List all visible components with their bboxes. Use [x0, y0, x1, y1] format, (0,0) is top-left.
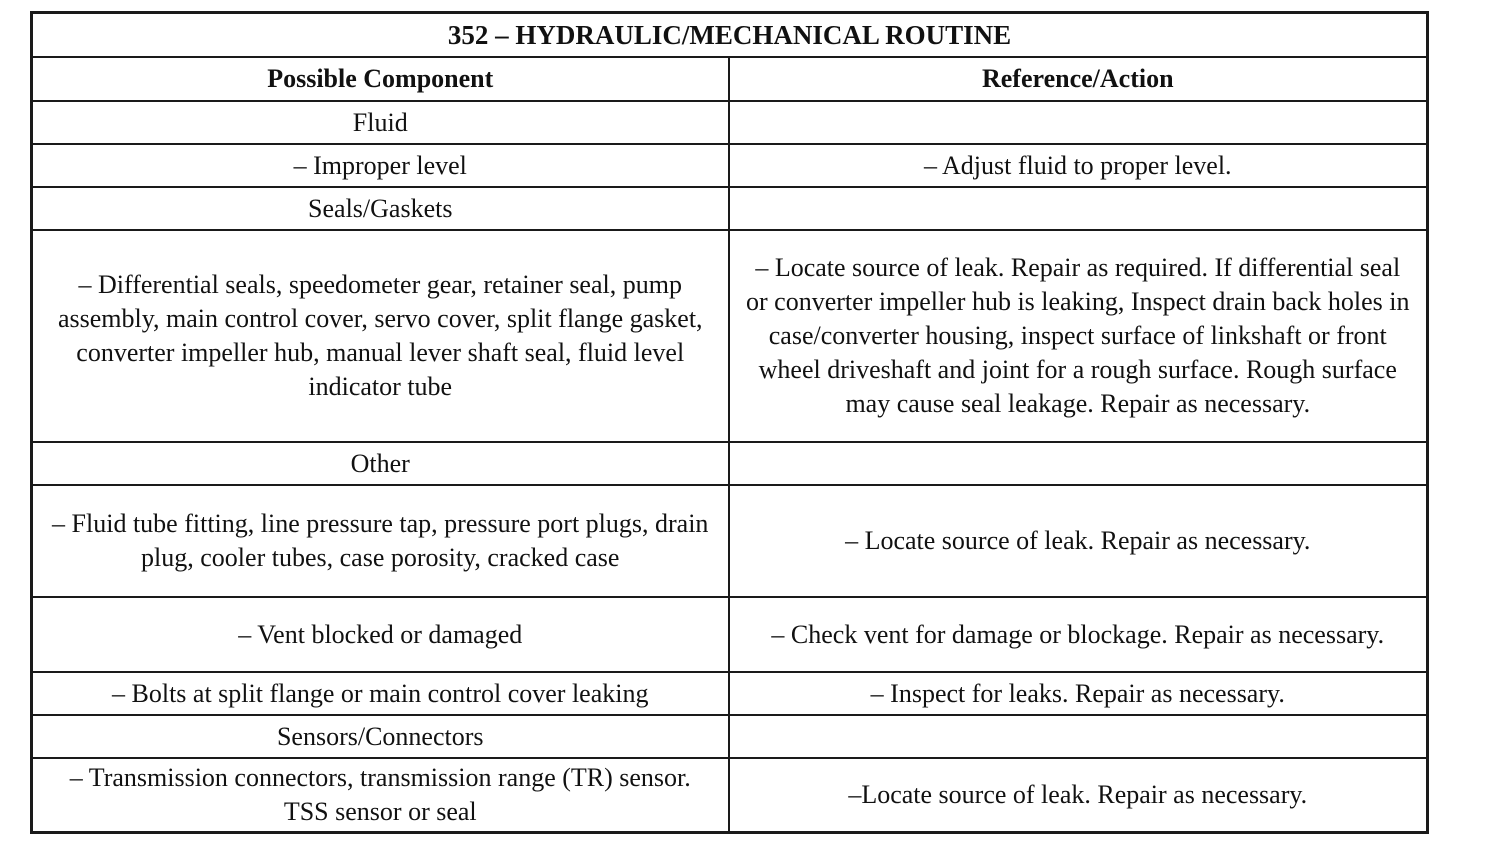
component-cell: Sensors/Connectors: [32, 715, 729, 758]
action-cell: – Inspect for leaks. Repair as necessary.: [729, 672, 1428, 715]
action-cell: – Locate source of leak. Repair as required. If differential seal or converter impeller hub is leaking, Inspect drain back holes in case/converter housing, inspect surface of linkshaft or front wheel driveshaft and joint for a rough surface. Rough surface may cause seal leakage. Repair as necessary.: [729, 230, 1428, 442]
component-cell: – Transmission connectors, transmission range (TR) sensor. TSS sensor or seal: [32, 758, 729, 833]
action-cell: – Locate source of leak. Repair as necessary.: [729, 485, 1428, 597]
table-row: [32, 230, 1428, 442]
table-title: 352 – HYDRAULIC/MECHANICAL ROUTINE: [32, 13, 1428, 58]
column-header-action: Reference/Action: [729, 57, 1428, 101]
action-cell: – Check vent for damage or blockage. Repair as necessary.: [729, 597, 1428, 672]
column-header-component: Possible Component: [32, 57, 729, 101]
hydraulic-mechanical-routine-table: [30, 11, 1429, 834]
component-cell: – Differential seals, speedometer gear, retainer seal, pump assembly, main control cover, servo cover, split flange gasket, converter impeller hub, manual lever shaft seal, fluid level indicator tube: [32, 230, 729, 442]
action-cell: [729, 187, 1428, 230]
table-row: [32, 485, 1428, 597]
component-cell: – Improper level: [32, 144, 729, 187]
action-cell: –Locate source of leak. Repair as necessary.: [729, 758, 1428, 833]
table-title-row: [32, 13, 1428, 58]
table-header-row: [32, 57, 1428, 101]
action-cell: – Adjust fluid to proper level.: [729, 144, 1428, 187]
action-cell: [729, 442, 1428, 485]
table-row: [32, 442, 1428, 485]
table-row: [32, 597, 1428, 672]
table-row: [32, 672, 1428, 715]
component-cell: – Bolts at split flange or main control cover leaking: [32, 672, 729, 715]
table-row: [32, 144, 1428, 187]
component-cell: – Fluid tube fitting, line pressure tap, pressure port plugs, drain plug, cooler tubes, case porosity, cracked case: [32, 485, 729, 597]
table-row: [32, 715, 1428, 758]
component-cell: Seals/Gaskets: [32, 187, 729, 230]
action-cell: [729, 715, 1428, 758]
table-row: [32, 187, 1428, 230]
table-row: [32, 758, 1428, 833]
table-row: [32, 101, 1428, 144]
component-cell: Other: [32, 442, 729, 485]
component-cell: – Vent blocked or damaged: [32, 597, 729, 672]
component-cell: Fluid: [32, 101, 729, 144]
action-cell: [729, 101, 1428, 144]
